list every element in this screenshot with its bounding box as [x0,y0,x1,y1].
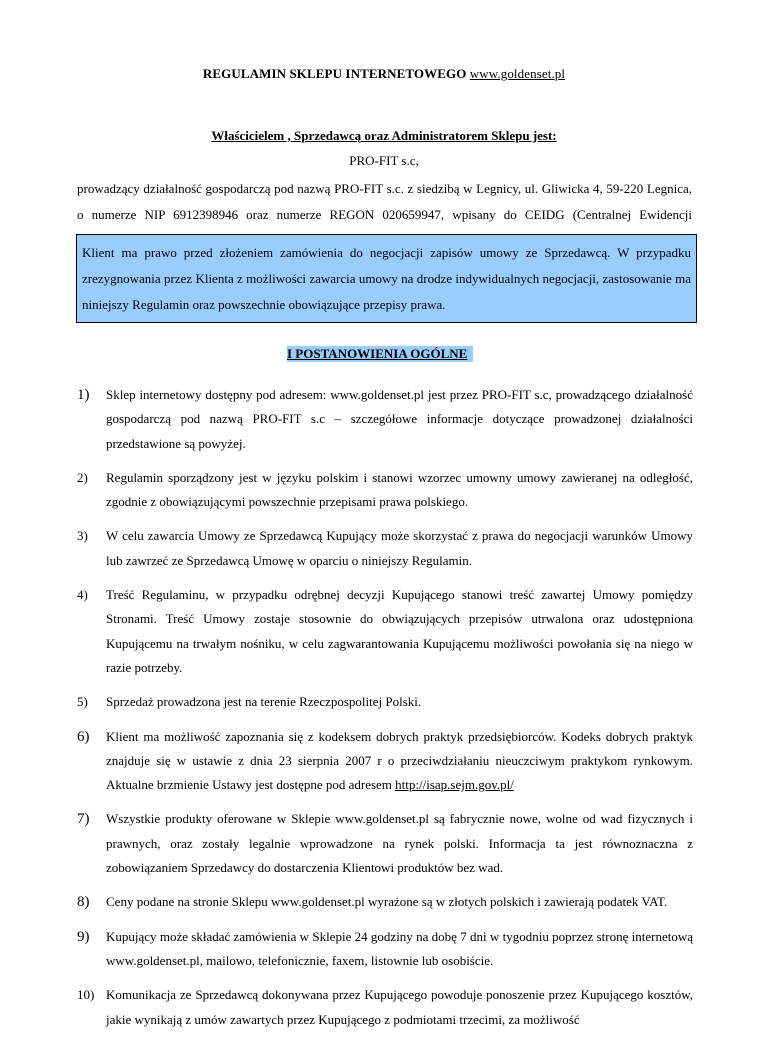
item-number: 2) [77,469,88,485]
item-number: 6) [77,728,90,745]
list-item [77,583,693,680]
list-item [77,725,693,798]
owner-name: PRO-FIT s.c, [349,153,419,168]
item-text: Komunikacja ze Sprzedawcą dokonywana przez Kupującego powoduje ponoszenie przez Kupującego kosztów, jakie wynikają z umów zawartych przez Kupującego z podmiotami trzecimi, za możliwość [106,987,693,1027]
document-title-text: REGULAMIN SKLEPU INTERNETOWEGO [202,66,467,81]
item-text: Kupujący może składać zamówienia w Sklepie 24 godziny na dobę 7 dni w tygodniu poprzez stronę internetową www.goldenset.pl, mailowo, telefonicznie, faxem, listownie lub osobiście. [106,928,693,968]
item-text: Treść Regulaminu, w przypadku odrębnej decyzji Kupującego stanowi treść zawartej Umowy pomiędzy Stronami. Treść Umowy zostaje stosownie do obwiązujących przepisów utrwalona oraz udostępniona Kupującemu na trwałym nośniku, w celu zagwarantowania Kupującemu możliwości powołania się na niego w razie potrzeby. [106,587,693,675]
list-item [77,983,693,1032]
list-item [77,690,693,714]
list-item [77,524,693,573]
owner-description: prowadzący działalność gospodarczą pod nazwą PRO-FIT s.c. z siedzibą w Legnicy, ul. Gliwicka 4, 59-220 Legnica, o numerze NIP 6912398946 oraz numerze REGON 020659947, wpisany do CEIDG (Centralnej Ewidencji [77,181,692,222]
item-text: Regulamin sporządzony jest w języku polskim i stanowi wzorzec umowny umowy zawieranej na odległość, zgodnie z obowiązującymi powszechnie przepisami prawa polskiego. [106,469,693,510]
item-text: Sklep internetowy dostępny pod adresem: www.goldenset.pl jest przez PRO-FIT s.c, prowadzącego działalność gospodarczą pod nazwą PRO-FIT s.c – szczegółowe informacje dotyczące prowadzonej działalności przedstawione są powyżej. [106,387,693,451]
item-text: Wszystkie produkty oferowane w Sklepie www.goldenset.pl są fabrycznie nowe, wolne od wad fizycznych i prawnych, oraz zostały legalnie wprowadzone na rynek polski. Informacja ta jest równoznaczna z zobowiązaniem Sprzedawcy do dostarczenia Klientowi produktów bez wad. [106,811,693,876]
item-text-container [106,725,693,798]
item-number: 4) [77,587,88,603]
item-text: Ceny podane na stronie Sklepu www.goldenset.pl wyrażone są w złotych polskich i zawierają podatek VAT. [106,894,668,910]
item-text: Klient ma możliwość zapoznania się z kodeksem dobrych praktyk przedsiębiorców. Kodeks dobrych praktyk znajduje się w ustawie z dnia 23 sierpnia 2007 r o przeciwdziałaniu nieuczciwym praktykom rynkowym. Aktualne brzmienie Ustawy jest dostępne pod adresem [106,728,693,793]
list-item [77,383,693,456]
list-item [77,466,693,515]
title-website-link[interactable]: www.goldenset.pl [469,66,566,81]
list-item [77,807,693,880]
item-number: 5) [77,694,88,710]
section-heading: I POSTANOWIENIA OGÓLNE [287,346,473,362]
item-number: 7) [77,811,90,828]
item-number: 10) [77,987,95,1003]
list-item [77,890,693,914]
item-text: Sprzedaż prowadzona jest na terenie Rzeczpospolitej Polski. [106,694,422,710]
negotiation-info-box: Klient ma prawo przed złożeniem zamówienia do negocjacji zapisów umowy ze Sprzedawcą. W przypadku zrezygnowania przez Klienta z możliwości zawarcia umowy na drodze indywidualnych negocjacji, zastosowanie ma niniejszy Regulamin oraz powszechnie obowiązujące przepisy prawa. [76,234,697,323]
isap-link[interactable]: http://isap.sejm.gov.pl/ [395,777,514,793]
provisions-list [77,383,693,1042]
item-number: 3) [77,528,88,544]
owner-heading: Właścicielem , Sprzedawcą oraz Administratorem Sklepu jest: [211,128,557,143]
item-number: 9) [77,928,90,945]
list-item [77,925,693,974]
item-number: 8) [77,894,90,911]
document-title [0,66,768,82]
item-text: W celu zawarcia Umowy ze Sprzedawcą Kupujący może skorzystać z prawa do negocjacji warunków Umowy lub zawrzeć ze Sprzedawcą Umowę w oparciu o niniejszy Regulamin. [106,528,693,568]
item-number: 1) [77,387,90,403]
